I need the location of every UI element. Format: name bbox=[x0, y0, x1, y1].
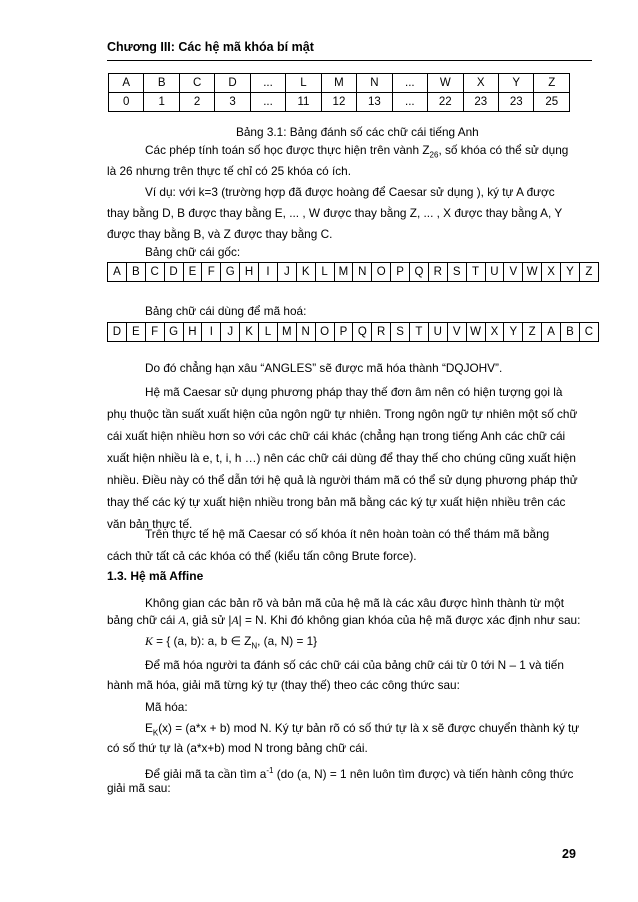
table-cell: 13 bbox=[357, 93, 392, 112]
table-cell: Y bbox=[498, 74, 533, 93]
encrypt-formula bbox=[145, 720, 579, 741]
table-cell: D bbox=[215, 74, 250, 93]
paragraph-line: Do đó chẳng hạn xâu “ANGLES” sẽ được mã hóa thành “DQJOHV”. bbox=[145, 361, 503, 375]
header-rule bbox=[107, 60, 592, 61]
text: = { (a, b): a, b ∈ Z bbox=[152, 634, 252, 648]
paragraph-line: Ví dụ: với k=3 (trường hợp đã được hoàng để Caesar sử dụng ), ký tự A được bbox=[145, 185, 555, 199]
encrypt-label: Mã hóa: bbox=[145, 700, 188, 714]
paragraph-line: thay bằng D, B được thay bằng E, ... , W được thay bằng Z, ... , X được thay bằng A, Y bbox=[107, 206, 563, 220]
paragraph-line: văn bản thực tế. bbox=[107, 517, 193, 531]
text: , số khóa có thể sử dụng bbox=[438, 143, 569, 157]
table-cell: L bbox=[315, 263, 334, 282]
alphabet-symbol: A bbox=[178, 613, 186, 627]
paragraph-line: cái xuất hiện nhiều hơn so với các chữ cái khác (chẳng hạn trong tiếng Anh các chữ cái bbox=[107, 429, 566, 443]
text: (do (a, N) = 1 nên luôn tìm được) và tiến hành công thức bbox=[273, 766, 574, 781]
table-cell: ... bbox=[392, 74, 427, 93]
table-cell: 3 bbox=[215, 93, 250, 112]
paragraph-line: giải mã sau: bbox=[107, 781, 171, 795]
table-caption: Bảng 3.1: Bảng đánh số các chữ cái tiếng Anh bbox=[236, 125, 479, 139]
table-cell: S bbox=[447, 263, 466, 282]
table-cell: N bbox=[357, 74, 392, 93]
table-cell: K bbox=[296, 263, 315, 282]
table-cell: A bbox=[109, 74, 144, 93]
table-cell: D bbox=[108, 323, 127, 342]
table-cell: 25 bbox=[534, 93, 570, 112]
table-cell: P bbox=[334, 323, 353, 342]
table-cell: O bbox=[372, 263, 391, 282]
table-cell: L bbox=[286, 74, 321, 93]
table-cell: ... bbox=[250, 74, 285, 93]
table-cell: Y bbox=[504, 323, 523, 342]
table-cell: 23 bbox=[498, 93, 533, 112]
cipher-alphabet-table bbox=[107, 322, 599, 342]
table-cell: E bbox=[183, 263, 202, 282]
paragraph-line: thay thế các ký tự xuất hiện nhiều trong bản mã bằng các ký tự xuất hiện nhiều trên các bbox=[107, 495, 566, 509]
table-row bbox=[108, 263, 599, 282]
table-cell: I bbox=[259, 263, 278, 282]
table-cell: V bbox=[504, 263, 523, 282]
paragraph-line: phụ thuộc tần suất xuất hiện của ngôn ngữ tự nhiên. Trong ngôn ngữ tự nhiên một số chữ bbox=[107, 407, 578, 421]
table-cell: O bbox=[315, 323, 334, 342]
table-cell: Y bbox=[561, 263, 580, 282]
table-cell: 2 bbox=[179, 93, 214, 112]
text: | = N. Khi đó không gian khóa của hệ mã được xác định như sau: bbox=[238, 613, 581, 627]
table-cell: B bbox=[144, 74, 179, 93]
decrypt-line bbox=[145, 763, 573, 782]
table-cell: M bbox=[334, 263, 353, 282]
table-cell: G bbox=[164, 323, 183, 342]
section-title: 1.3. Hệ mã Affine bbox=[107, 569, 204, 583]
table-cell: W bbox=[523, 263, 542, 282]
paragraph-line: Không gian các bản rõ và bản mã của hệ mã là các xâu được hình thành từ một bbox=[145, 596, 564, 610]
table-cell: L bbox=[259, 323, 278, 342]
table-cell: C bbox=[145, 263, 164, 282]
table-cell: ... bbox=[392, 93, 427, 112]
text: (x) = (a*x + b) mod N. Ký tự bản rõ có số thứ tự là x sẽ được chuyển thành ký tự bbox=[158, 721, 580, 735]
text: bảng chữ cái bbox=[107, 613, 179, 627]
table-cell: F bbox=[202, 263, 221, 282]
table-cell: M bbox=[277, 323, 296, 342]
paragraph-line bbox=[107, 612, 580, 628]
text: , (a, N) = 1} bbox=[257, 634, 318, 648]
table-cell: G bbox=[221, 263, 240, 282]
table-cell: S bbox=[391, 323, 410, 342]
plain-alphabet-label: Bảng chữ cái gốc: bbox=[145, 245, 241, 259]
table-cell: 23 bbox=[463, 93, 498, 112]
alphabet-symbol: A bbox=[231, 613, 239, 627]
table-cell: W bbox=[466, 323, 485, 342]
table-cell: R bbox=[372, 323, 391, 342]
table-cell: X bbox=[542, 263, 561, 282]
table-cell: A bbox=[542, 323, 561, 342]
text: Để giải mã ta cần tìm a bbox=[145, 766, 267, 781]
table-cell: U bbox=[485, 263, 504, 282]
paragraph-line: Để mã hóa người ta đánh số các chữ cái của bảng chữ cái từ 0 tới N – 1 và tiến bbox=[145, 658, 564, 672]
keyspace-formula bbox=[145, 633, 317, 654]
table-cell: Z bbox=[523, 323, 542, 342]
table-cell: 12 bbox=[321, 93, 356, 112]
paragraph-line: là 26 nhưng trên thực tế chỉ có 25 khóa có ích. bbox=[107, 164, 352, 178]
paragraph-line: hành mã hóa, giải mã từng ký tự (thay thế) theo các công thức sau: bbox=[107, 678, 460, 692]
table-cell: R bbox=[428, 263, 447, 282]
table-cell: 11 bbox=[286, 93, 321, 112]
table-cell: ... bbox=[250, 93, 285, 112]
table-row-numbers bbox=[109, 93, 570, 112]
paragraph-line bbox=[145, 142, 568, 163]
table-cell: P bbox=[391, 263, 410, 282]
table-cell: D bbox=[164, 263, 183, 282]
table-cell: B bbox=[126, 263, 145, 282]
table-cell: V bbox=[447, 323, 466, 342]
table-cell: N bbox=[353, 263, 372, 282]
table-cell: X bbox=[485, 323, 504, 342]
table-row-letters bbox=[109, 74, 570, 93]
text: E bbox=[145, 721, 153, 735]
paragraph-line: Trên thực tế hệ mã Caesar có số khóa ít nên hoàn toàn có thể thám mã bằng bbox=[145, 527, 550, 541]
subscript: N bbox=[251, 641, 258, 651]
table-cell: K bbox=[240, 323, 259, 342]
table-cell: H bbox=[240, 263, 259, 282]
paragraph-line: có số thứ tự là (a*x+b) mod N trong bảng chữ cái. bbox=[107, 741, 368, 755]
table-cell: J bbox=[221, 323, 240, 342]
table-row bbox=[108, 323, 599, 342]
table-cell: 1 bbox=[144, 93, 179, 112]
table-cell: M bbox=[321, 74, 356, 93]
paragraph-line: xuất hiện nhiều là e, t, i, h …) nên các chữ cái dùng để thay thế cho chúng cũng xuất hiện bbox=[107, 451, 576, 465]
keyspace-symbol: K bbox=[145, 634, 153, 648]
table-cell: T bbox=[410, 323, 429, 342]
table-cell: I bbox=[202, 323, 221, 342]
paragraph-line: cách thử tất cả các khóa có thể (kiểu tấn công Brute force). bbox=[107, 549, 417, 563]
chapter-header: Chương III: Các hệ mã khóa bí mật bbox=[107, 40, 314, 54]
paragraph-line: nhiều. Điều này có thể dẫn tới hệ quả là người thám mã có thể sử dụng phương pháp thử bbox=[107, 473, 578, 487]
table-cell: E bbox=[126, 323, 145, 342]
page-number: 29 bbox=[562, 847, 576, 861]
table-cell: Z bbox=[579, 263, 598, 282]
table-cell: 0 bbox=[109, 93, 144, 112]
table-cell: C bbox=[179, 74, 214, 93]
letter-number-table bbox=[108, 73, 570, 112]
table-cell: Q bbox=[353, 323, 372, 342]
paragraph-line: được thay bằng B, và Z được thay bằng C. bbox=[107, 227, 333, 241]
table-cell: X bbox=[463, 74, 498, 93]
paragraph-line: Hệ mã Caesar sử dụng phương pháp thay thế đơn âm nên có hiện tượng gọi là bbox=[145, 385, 563, 399]
table-cell: 22 bbox=[428, 93, 463, 112]
table-cell: F bbox=[145, 323, 164, 342]
table-cell: W bbox=[428, 74, 463, 93]
table-cell: B bbox=[561, 323, 580, 342]
table-cell: T bbox=[466, 263, 485, 282]
cipher-alphabet-label: Bảng chữ cái dùng để mã hoá: bbox=[145, 304, 307, 318]
table-cell: Z bbox=[534, 74, 570, 93]
table-cell: U bbox=[428, 323, 447, 342]
superscript: -1 bbox=[266, 766, 274, 775]
subscript: 26 bbox=[429, 150, 439, 160]
table-cell: H bbox=[183, 323, 202, 342]
subscript: K bbox=[152, 728, 159, 738]
table-cell: C bbox=[579, 323, 598, 342]
table-cell: J bbox=[277, 263, 296, 282]
table-cell: N bbox=[296, 323, 315, 342]
text: Các phép tính toán số học được thực hiện trên vành Z bbox=[145, 143, 430, 157]
table-cell: A bbox=[108, 263, 127, 282]
text: , giả sử | bbox=[185, 613, 232, 627]
table-cell: Q bbox=[410, 263, 429, 282]
plain-alphabet-table bbox=[107, 262, 599, 282]
